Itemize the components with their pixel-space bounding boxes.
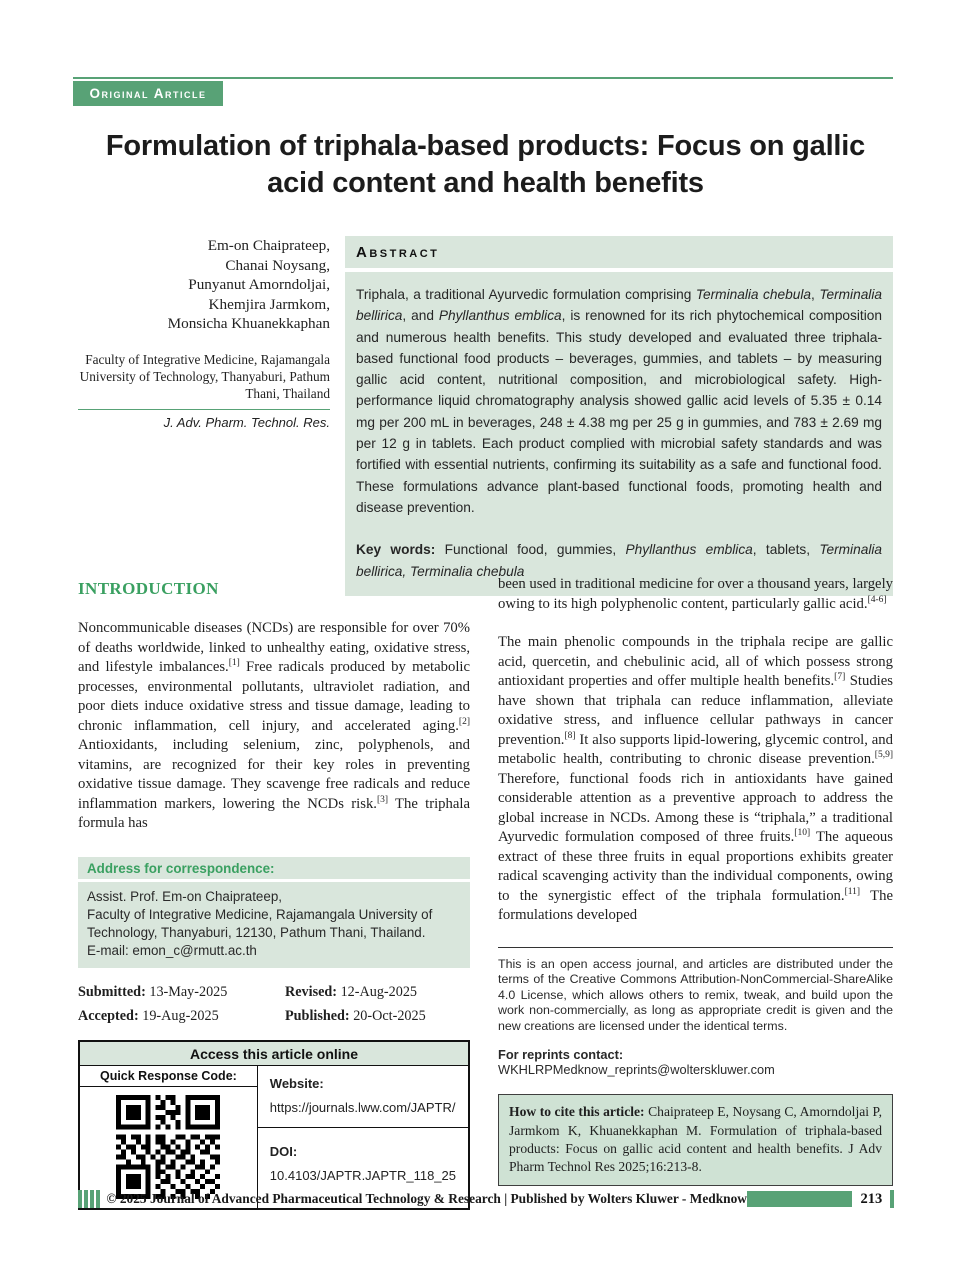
how-to-cite-box — [498, 1094, 893, 1186]
affiliation-rule — [78, 409, 330, 411]
access-info-column — [258, 1066, 468, 1208]
website-label: Website: — [269, 1075, 324, 1091]
author-name: Chanai Noysang, — [225, 256, 330, 274]
cite-text: Chaiprateep E, Noysang C, Amorndoljai P, Jarmkom K, Khuanekkaphan M. Formulation of triphala-based products: Focus on gallic acid content and health benefits. J Adv Pharm Technol Res 2025;16:213-8. — [509, 1104, 882, 1175]
date-accepted: Accepted: 19-Aug-2025 — [78, 1007, 219, 1024]
header-rule — [73, 77, 893, 79]
website-cell — [258, 1066, 468, 1128]
date-published: Published: 20-Oct-2025 — [285, 1007, 426, 1024]
article-dates — [78, 982, 470, 1026]
qr-code-label: Quick Response Code: — [80, 1066, 257, 1087]
reprints-label: For reprints contact: — [498, 1047, 624, 1063]
abstract-body — [345, 272, 893, 596]
website-url[interactable]: https://journals.lww.com/JAPTR/ — [269, 1099, 456, 1115]
qr-code — [116, 1095, 220, 1199]
abstract-section — [345, 236, 893, 596]
access-article-box — [78, 1040, 470, 1210]
reprints-email[interactable]: WKHLRPMedknow_reprints@wolterskluwer.com — [498, 1062, 775, 1078]
keywords-text: Functional food, gummies, Phyllanthus emblica, tablets, Terminalia bellirica, Terminalia chebula — [356, 542, 883, 579]
qr-column — [80, 1066, 258, 1208]
body-paragraph: been used in traditional medicine for over a thousand years, largely owing to its high polyphenolic content, particularly gallic acid.[4-6] — [498, 576, 893, 612]
introduction-paragraph: Noncommunicable diseases (NCDs) are responsible for over 70% of deaths worldwide, linked to unhealthy eating, oxidative stress, and lifestyle imbalances.[1] Free radicals produced by metabolic processes, environmental pollutants, ultraviolet radiation, and poor diets induce oxidative stress and tissue damage, leading to chronic inflammation, cell injury, and accelerated aging.[2] Antioxidants, including selenium, zinc, polyphenols, and vitamins, are recognized for their key roles in preventing oxidative tissue damage. They scavenge free radicals and reduce inflammation markers, lowering the NCDs risk.[3] The triphala formula has — [78, 620, 470, 831]
author-name: Monsicha Khuanekkaphan — [167, 315, 330, 332]
correspondence-address: Faculty of Integrative Medicine, Rajamangala University of Technology, Thanyaburi, 12130, Pathum Thani, Thailand. — [87, 906, 433, 940]
author-block — [78, 236, 330, 596]
date-submitted: Submitted: 13-May-2025 — [78, 983, 228, 1000]
page-number: 213 — [860, 1190, 883, 1207]
access-box-body — [80, 1066, 468, 1208]
access-box-title: Access this article online — [80, 1042, 468, 1066]
footer-accent-bar — [747, 1191, 852, 1207]
doi-value: 10.4103/JAPTR.JAPTR_118_25 — [269, 1167, 456, 1183]
article-type-badge — [73, 81, 223, 106]
open-access-rule — [498, 947, 893, 948]
article-title: Formulation of triphala-based products: Focus on gallic acid content and health benefits — [105, 130, 866, 199]
meta-row — [78, 236, 893, 596]
footer-end-bar — [890, 1190, 894, 1208]
left-column — [78, 575, 470, 1210]
correspondence-label: Address for correspondence: — [78, 857, 470, 879]
date-revised: Revised: 12-Aug-2025 — [285, 983, 418, 1000]
correspondence-email: E-mail: emon_c@rmutt.ac.th — [87, 942, 257, 958]
correspondence-box — [78, 857, 470, 968]
cite-label: How to cite this article: — [509, 1104, 645, 1120]
open-access-notice: This is an open access journal, and articles are distributed under the terms of the Creative Commons Attribution-NonCommercial-ShareAlike 4.0 License, which allows others to remix, tweak, and build upon the work non-commercially, as long as appropriate credit is given and the new creations are licensed under the identical terms. — [498, 956, 893, 1033]
article-type-label: Original Article — [89, 86, 207, 101]
correspondence-name: Assist. Prof. Em-on Chaiprateep, — [87, 888, 282, 904]
author-name: Khemjira Jarmkom, — [208, 295, 330, 313]
journal-abbreviation: J. Adv. Pharm. Technol. Res. — [163, 415, 330, 430]
qr-finder-top-right — [186, 1095, 221, 1130]
body-paragraph: The main phenolic compounds in the triphala recipe are gallic acid, quercetin, and chebulinic acid, all of which possess strong antioxidant properties and offer multiple health benefits.[7] Studies have shown that triphala can reduce inflammation, alleviate oxidative stress, and influence cellular pathways in cancer prevention.[8] It also supports lipid-lowering, glycemic control, and metabolic health, contributing to chronic disease prevention.[5,9] Therefore, functional foods rich in antioxidants have gained considerable attention as a preventive approach to address the global increase in NCDs. Among these is “triphala,” a traditional Ayurvedic formulation composed of three fruits.[10] The aqueous extract of these three fruits in equal proportions exhibits greater radical scavenging activity than the individual components, owing to the synergistic effect of the triphala formulation.[11] The formulations developed — [498, 634, 893, 923]
correspondence-body — [78, 882, 470, 968]
article-body — [78, 575, 893, 1210]
author-name: Punyanut Amorndoljai, — [188, 276, 330, 293]
doi-label: DOI: — [269, 1143, 298, 1159]
right-column — [498, 575, 893, 1210]
footer-bars-icon — [78, 1190, 100, 1208]
author-name: Em-on Chaiprateep, — [207, 237, 330, 254]
abstract-heading: Abstract — [345, 236, 893, 268]
keywords-label: Key words: — [356, 542, 436, 558]
author-affiliation: Faculty of Integrative Medicine, Rajamangala University of Technology, Thanyaburi, Pathum Thani, Thailand — [79, 351, 330, 401]
introduction-heading: INTRODUCTION — [78, 579, 219, 598]
reprints-line — [498, 1047, 893, 1077]
page-footer — [78, 1189, 894, 1209]
qr-finder-top-left — [116, 1095, 151, 1130]
abstract-text: Triphala, a traditional Ayurvedic formulation comprising Terminalia chebula, Terminalia bellirica, and Phyllanthus emblica, is renowned for its rich phytochemical composition and numerous health benefits. This study developed and evaluated three triphala-based functional food products – beverages, gummies, and tablets – by measuring gallic acid content, nutritional composition, and microbiological safety. High-performance liquid chromatography analysis showed gallic acid levels of 5.35 ± 0.14 mg per 200 mL in beverages, 248 ± 4.38 mg per 25 g in gummies, and 783 ± 2.69 mg per 12 g in tablets. Each product complied with microbial safety standards and was fortified with essential nutrients, confirming its suitability as a safe and functional food. These formulations advance plant-based functional foods, promoting health and disease prevention. — [356, 287, 882, 515]
footer-copyright: © 2025 Journal of Advanced Pharmaceutical Technology & Research | Published by Wolters Kluwer - Medknow — [106, 1191, 747, 1206]
